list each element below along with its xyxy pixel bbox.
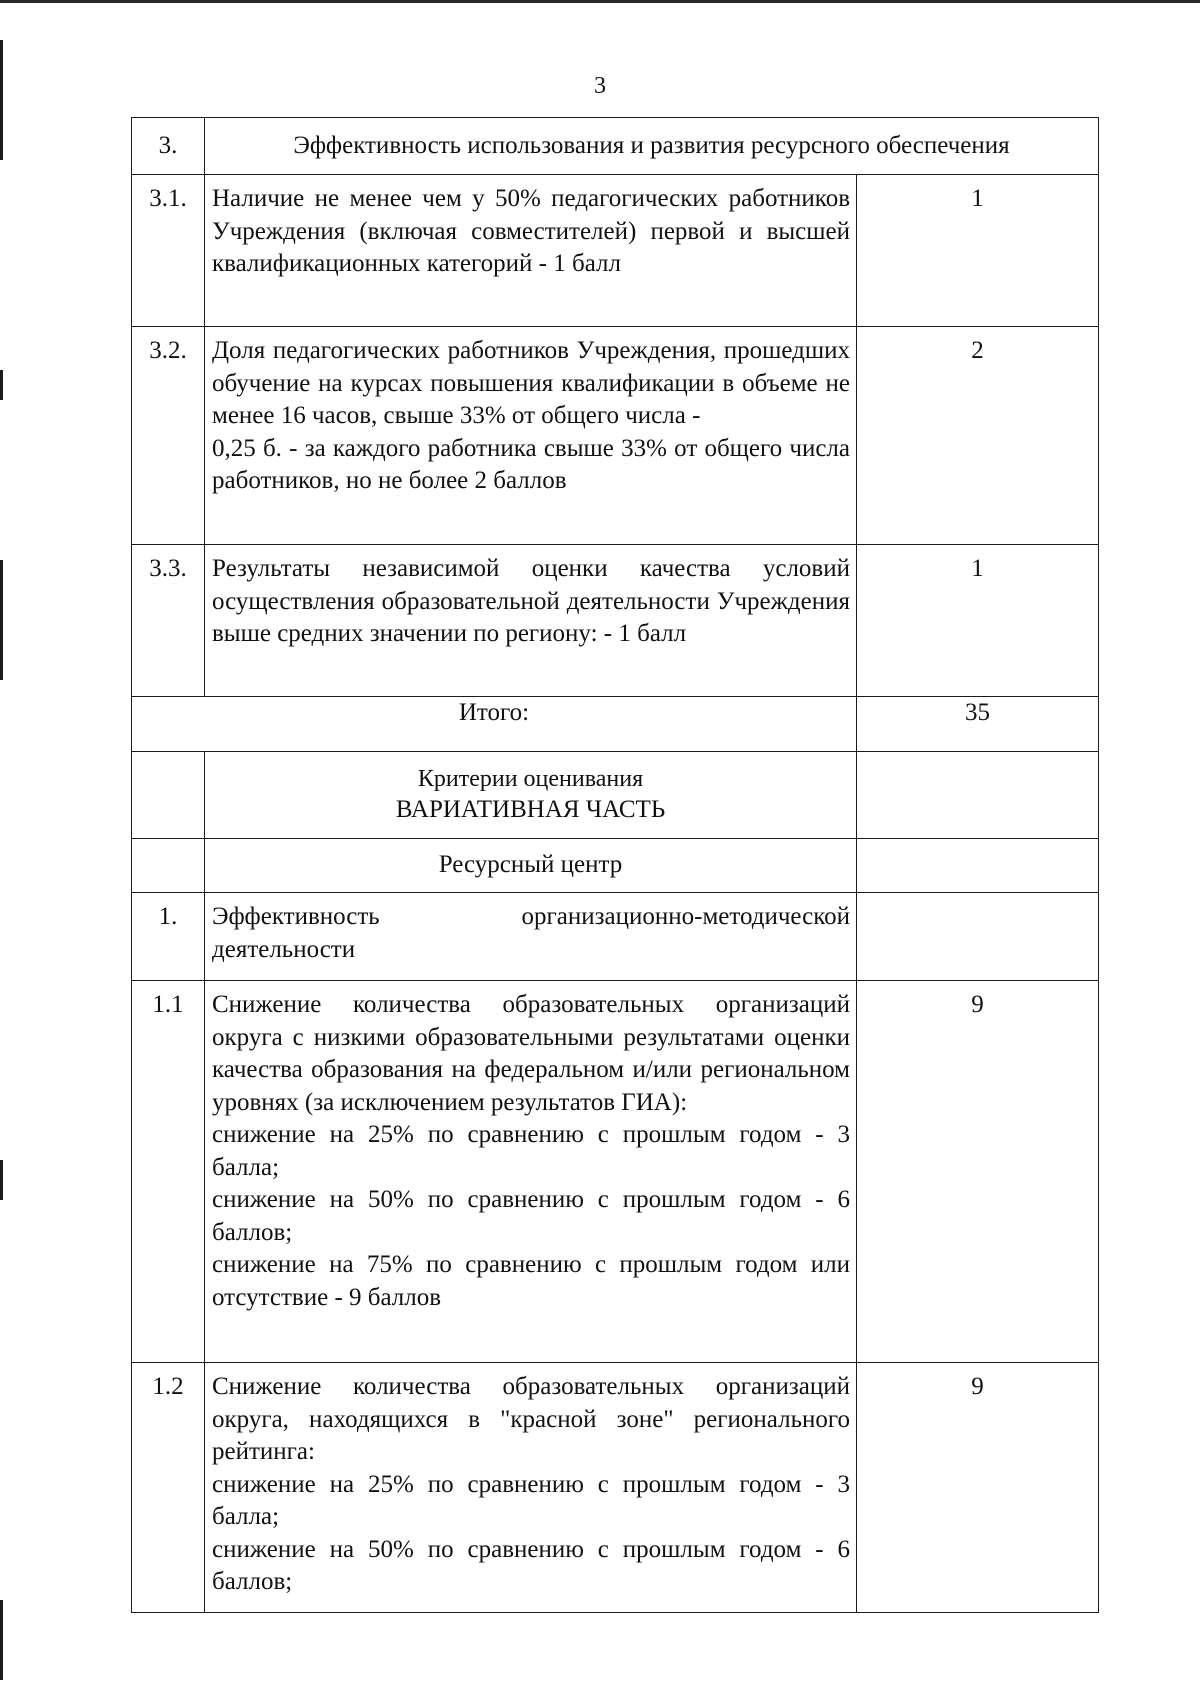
scan-edge-left [0, 1160, 3, 1200]
criterion-line: Результаты независимой оценки качества условий осуществления образовательной деятельности Учреждения выше средних значении по региону: - 1 балл [212, 555, 850, 647]
score-value: 1 [857, 175, 1099, 327]
empty-cell [857, 839, 1099, 893]
criterion-line: Снижение количества образовательных организаций округа с низкими образовательными результатами оценки качества образования на федеральном и/или региональном уровнях (за исключением результатов ГИА): [212, 991, 850, 1116]
row-number: 1.1 [132, 981, 205, 1363]
score-value: 9 [857, 981, 1099, 1363]
criterion-text [205, 981, 857, 1363]
empty-cell [132, 839, 205, 893]
section-title: Эффективность использования и развития ресурсного обеспечения [205, 118, 1099, 175]
row-number: 3.1. [132, 175, 205, 327]
section-1-row [132, 893, 1099, 981]
table-row [132, 545, 1099, 697]
criterion-text [205, 545, 857, 697]
criterion-text [205, 327, 857, 545]
row-number: 3. [132, 118, 205, 175]
score-value: 1 [857, 545, 1099, 697]
empty-cell [857, 752, 1099, 839]
row-number: 3.3. [132, 545, 205, 697]
total-row [132, 697, 1099, 752]
criterion-line: Снижение количества образовательных организаций округа, находящихся в "красной зоне" регионального рейтинга: [212, 1373, 850, 1465]
criterion-line: Доля педагогических работников Учреждения, прошедших обучение на курсах повышения квалификации в объеме не менее 16 часов, свыше 33% от общего числа - [212, 337, 850, 429]
scan-edge-left [0, 40, 3, 160]
scan-edge-left [0, 560, 3, 680]
criterion-line: снижение на 50% по сравнению с прошлым годом - 6 баллов; [212, 1535, 850, 1595]
resource-center-title: Ресурсный центр [205, 839, 857, 893]
row-number: 1. [132, 893, 205, 981]
scan-edge-left [0, 370, 3, 400]
table-row [132, 1363, 1099, 1613]
page-number: 3 [594, 73, 606, 99]
criterion-line: снижение на 50% по сравнению с прошлым годом - 6 баллов; [212, 1186, 850, 1246]
criterion-line: снижение на 25% по сравнению с прошлым годом - 3 балла; [212, 1121, 850, 1181]
row-number: 3.2. [132, 327, 205, 545]
criterion-line: Наличие не менее чем у 50% педагогических работников Учреждения (включая совместителей) первой и высшей квалификационных категорий - 1 балл [212, 185, 850, 277]
resource-center-row [132, 839, 1099, 893]
section-title: Эффективность организационно-методической деятельности [205, 893, 857, 981]
variable-part-title: ВАРИАТИВНАЯ ЧАСТЬ [395, 796, 666, 823]
variable-part-row [132, 752, 1099, 839]
total-value: 35 [857, 697, 1099, 752]
criterion-line: снижение на 75% по сравнению с прошлым годом или отсутствие - 9 баллов [212, 1251, 850, 1311]
scan-edge-left [0, 1600, 3, 1680]
table-row [132, 981, 1099, 1363]
criterion-line: снижение на 25% по сравнению с прошлым годом - 3 балла; [212, 1470, 850, 1530]
empty-cell [857, 893, 1099, 981]
criterion-line: 0,25 б. - за каждого работника свыше 33% от общего числа работников, но не более 2 баллов [212, 434, 850, 494]
score-value: 2 [857, 327, 1099, 545]
variable-part-heading [205, 752, 857, 839]
total-label: Итого: [132, 697, 857, 752]
scan-edge-top [0, 0, 1200, 3]
section-3-header-row [132, 118, 1099, 175]
criterion-text [205, 1363, 857, 1613]
table-row [132, 175, 1099, 327]
criteria-heading: Критерии оценивания [417, 766, 644, 792]
row-number: 1.2 [132, 1363, 205, 1613]
score-value: 9 [857, 1363, 1099, 1613]
empty-cell [132, 752, 205, 839]
criterion-text [205, 175, 857, 327]
table-row [132, 327, 1099, 545]
criteria-table [131, 117, 1099, 1613]
